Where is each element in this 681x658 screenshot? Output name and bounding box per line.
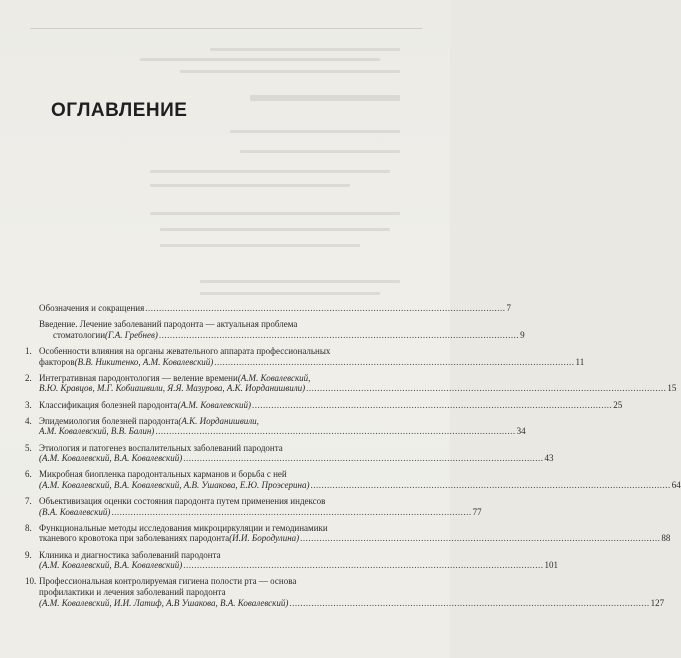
show-through [250, 95, 400, 101]
toc-entry-authors: А.М. Ковалевский, В.В. Балин) [39, 426, 155, 437]
show-through [240, 150, 400, 153]
toc-entry[interactable] [25, 549, 558, 571]
toc-entry-title: Объективизация оценки состояния пародонта путем применения индексов [39, 496, 326, 507]
toc-entry-authors: (И.И. Бородулина) [229, 533, 300, 544]
toc-entry-authors: (Г.А. Гребнев) [105, 329, 158, 340]
toc-entry-title: Интегративная пародонтология — веление времени [39, 372, 238, 383]
toc-entry[interactable] [25, 303, 512, 314]
page-title: ОГЛАВЛЕНИЕ [51, 100, 188, 121]
toc-entry-number: 7. [25, 496, 32, 507]
toc-entry-number: 2. [25, 372, 32, 383]
toc-entry[interactable] [25, 319, 525, 340]
toc-entry-title: Профессиональная контролируемая гигиена полости рта — основа [39, 576, 297, 587]
toc-entry-number [25, 319, 39, 340]
dot-leader: ................................................................................................................................... [214, 356, 575, 367]
toc-entry-authors: В.Ю. Кравцов, М.Г. Кобиашвили, Я.Я. Мазурова, А.К. Иорданишвили) [39, 383, 306, 394]
toc-entry-title: стоматологии [53, 329, 106, 340]
show-through [160, 244, 360, 247]
show-through [230, 130, 400, 133]
toc-entry-number: 5. [25, 442, 32, 453]
toc-entry-title: Обозначения и сокращения [39, 303, 145, 313]
toc-entry-authors: (А.М. Ковалевский, [237, 372, 311, 383]
dot-leader: ................................................................................................................................... [300, 533, 661, 544]
toc-page-number: 127 [650, 597, 665, 608]
toc-entry-number: 8. [25, 522, 32, 533]
toc-entry-number: 4. [25, 415, 32, 426]
show-through [150, 184, 350, 187]
toc-page-number: 11 [575, 356, 585, 367]
toc-entry-title: Введение. Лечение заболеваний пародонта — актуальная проблема [39, 319, 298, 330]
toc-page-number: 34 [516, 426, 526, 437]
dot-leader: ................................................................................................................................... [306, 383, 667, 394]
toc-entry[interactable] [25, 372, 677, 394]
toc-entry-title: Этиология и патогенез воспалительных заболеваний пародонта [39, 442, 283, 453]
toc-entry[interactable] [25, 496, 482, 517]
dot-leader: ................................................................................................................................... [183, 560, 544, 571]
show-through [160, 228, 390, 231]
toc-entry-number [25, 303, 39, 314]
table-of-contents [25, 303, 681, 614]
toc-entry-title: Особенности влияния на органы жевательного аппарата профессиональных [39, 345, 331, 356]
show-through [140, 58, 380, 61]
toc-entry-authors: (В.В. Никитенко, А.М. Ковалевский) [74, 356, 214, 367]
dot-leader: ................................................................................................................................... [310, 479, 671, 490]
toc-entry-number: 3. [25, 399, 32, 410]
show-through [200, 280, 400, 283]
dot-leader: ................................................................................................................................... [145, 303, 506, 313]
toc-entry-title: Эпидемиология болезней пародонта [39, 415, 179, 426]
toc-entry-authors: (А.М. Ковалевский, В.А. Ковалевский) [39, 453, 183, 464]
toc-entry-title: Микробная биопленка пародонтальных карманов и борьба с ней [39, 469, 287, 480]
toc-entry-title: тканевого кровотока при заболеваниях пародонта [39, 533, 230, 544]
toc-entry-number: 6. [25, 469, 32, 480]
toc-entry-authors: (А.М. Ковалевский, В.А. Ковалевский, А.В. Ушакова, Е.Ю. Проэсерина) [39, 479, 310, 490]
toc-entry-authors: (А.М. Ковалевский, И.И. Латиф, А.В Ушакова, В.А. Ковалевский) [39, 597, 289, 608]
dot-leader: ................................................................................................................................... [289, 597, 650, 608]
dot-leader: ................................................................................................................................... [158, 329, 520, 340]
toc-entry[interactable] [25, 345, 585, 367]
toc-entry[interactable] [25, 399, 623, 411]
toc-entry-title: Классификация болезней пародонта [39, 399, 178, 410]
dot-leader: ................................................................................................................................... [155, 426, 516, 437]
toc-page-number: 77 [472, 506, 482, 517]
toc-entry[interactable] [25, 442, 554, 464]
toc-entry[interactable] [25, 576, 665, 608]
toc-entry-title: профилактики и лечения заболеваний пародонта [39, 587, 226, 597]
dot-leader: ................................................................................................................................... [183, 453, 544, 464]
toc-page-number: 9 [520, 329, 525, 340]
toc-entry[interactable] [25, 522, 671, 544]
toc-entry[interactable] [25, 469, 681, 490]
page-header-rule [30, 28, 422, 29]
toc-page-number: 43 [544, 453, 554, 464]
toc-entry-number: 1. [25, 345, 32, 356]
toc-entry-number: 9. [25, 549, 32, 560]
toc-entry-title: Функциональные методы исследования микроциркуляции и гемодинамики [39, 522, 328, 533]
dot-leader: ................................................................................................................................... [111, 506, 472, 517]
toc-entry-number: 10. [25, 576, 37, 587]
show-through [200, 292, 380, 295]
toc-page-number: 7 [506, 303, 512, 313]
toc-entry-authors: (А.К. Иорданишвили, [178, 415, 259, 426]
toc-entry-authors: (А.М. Ковалевский, В.А. Ковалевский) [39, 560, 183, 571]
show-through [150, 212, 400, 215]
toc-entry-title: Клиника и диагностика заболеваний пародонта [39, 549, 221, 560]
show-through [210, 48, 400, 51]
toc-page-number: 15 [667, 383, 677, 394]
toc-entry-authors: (В.А. Ковалевский) [39, 506, 111, 517]
toc-page-number: 64 [671, 479, 681, 490]
toc-entry-authors: (А.М. Ковалевский) [177, 399, 252, 410]
toc-page-number: 25 [613, 399, 623, 410]
show-through [180, 70, 400, 73]
toc-page-number: 88 [661, 533, 671, 544]
dot-leader: ................................................................................................................................... [252, 399, 613, 410]
toc-entry[interactable] [25, 415, 526, 437]
show-through [150, 170, 390, 173]
toc-page-number: 101 [544, 560, 558, 571]
toc-entry-title: факторов [39, 356, 75, 367]
